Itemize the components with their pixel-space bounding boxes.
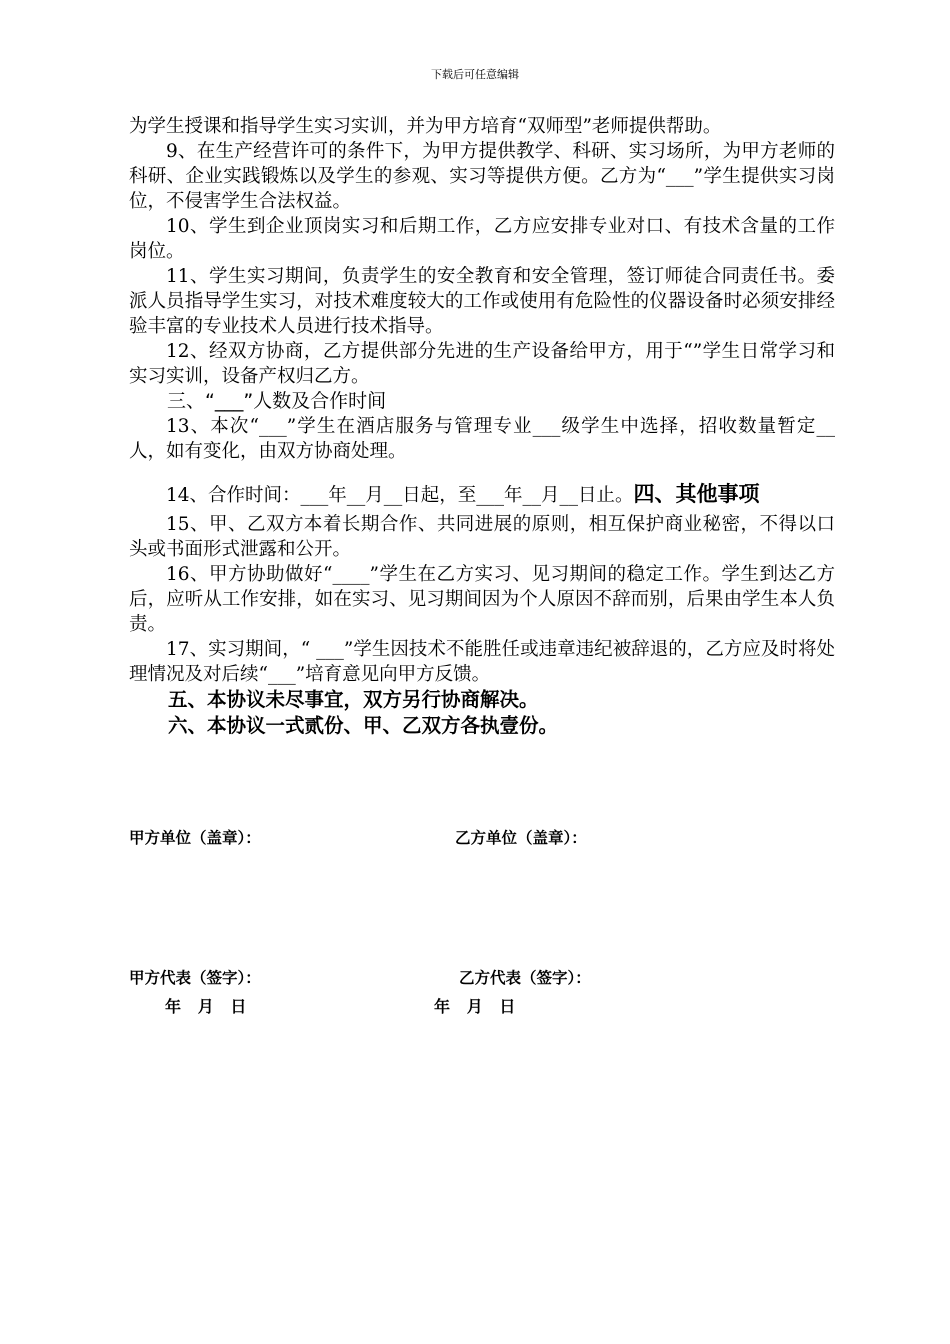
party-a-date: 年 月 日 <box>165 997 247 1016</box>
party-b-unit-label: 乙方单位（盖章）： <box>455 829 587 847</box>
paragraph-12: 12、经双方协商，乙方提供部分先进的生产设备给甲方，用于“”学生日常学习和实习实训，设备产权归乙方。 <box>129 341 835 387</box>
paragraph-15: 15、甲、乙双方本着长期合作、共同进展的原则，相互保护商业秘密，不得以口头或书面形式泄露和公开。 <box>129 514 835 560</box>
document-body <box>129 114 835 739</box>
paragraph-11: 11、学生实习期间，负责学生的安全教育和安全管理，签订师徒合同责任书。委派人员指导学生实习，对技术难度较大的工作或使用有危险性的仪器设备时必须安排经验丰富的专业技术人员进行技术指导。 <box>129 266 835 337</box>
paragraph-13: 13、本次“___”学生在酒店服务与管理专业___级学生中选择，招收数量暂定__人，如有变化，由双方协商处理。 <box>129 416 835 462</box>
paragraph-14-text: 14、合作时间：___年__月__日起，至___年__月__日止。 <box>166 485 634 506</box>
paragraph-16: 16、甲方协助做好“____”学生在乙方实习、见习期间的稳定工作。学生到达乙方后，应听从工作安排，如在实习、见习期间因为个人原因不辞而别，后果由学生本人负责。 <box>129 564 835 635</box>
section-3-heading: 三、“___”人数及合作时间 <box>167 390 387 412</box>
section-5-heading: 五、本协议未尽事宜，双方另行协商解决。 <box>168 688 539 711</box>
party-a-representative-label: 甲方代表（签字）： <box>129 969 261 987</box>
section-4-heading: 四、其他事项 <box>633 482 760 506</box>
section-6-heading: 六、本协议一式贰份、甲、乙双方各执壹份。 <box>168 714 559 737</box>
paragraph-17: 17、实习期间，“ ___”学生因技术不能胜任或违章违纪被辞退的，乙方应及时将处理情况及对后续“___”培育意见向甲方反馈。 <box>129 639 835 685</box>
party-b-representative-label: 乙方代表（签字）： <box>459 969 591 987</box>
paragraph-14 <box>129 478 835 512</box>
paragraph-9: 9、在生产经营许可的条件下，为甲方提供教学、科研、实习场所，为甲方老师的科研、企业实践锻炼以及学生的参观、实习等提供方便。乙方为“___”学生提供实习岗位，不侵害学生合法权益。 <box>129 141 835 212</box>
paragraph-8-continued: 为学生授课和指导学生实习实训，并为甲方培育“双师型”老师提供帮助。 <box>129 116 722 137</box>
party-b-date: 年 月 日 <box>434 997 516 1016</box>
paragraph-10: 10、学生到企业顶岗实习和后期工作，乙方应安排专业对口、有技术含量的工作岗位。 <box>129 216 835 262</box>
page-header: 下载后可任意编辑 <box>431 68 519 81</box>
party-a-unit-label: 甲方单位（盖章）： <box>129 829 261 847</box>
